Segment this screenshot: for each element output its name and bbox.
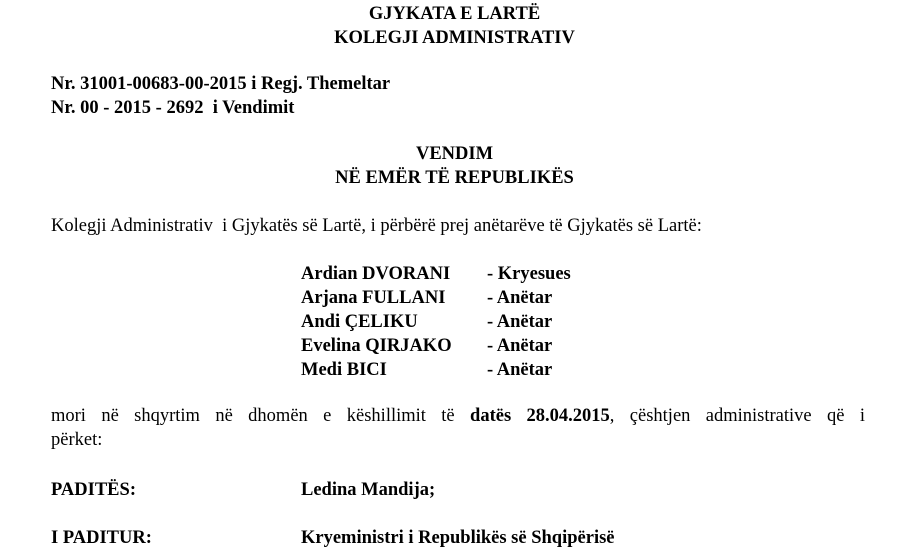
member-role: - Anëtar [487,360,553,380]
member-name: Ardian DVORANI [301,264,451,284]
decision-subheading: NË EMËR TË REPUBLIKËS [335,168,574,188]
decision-number: Nr. 00 - 2015 - 2692 i Vendimit [51,98,295,118]
court-name: GJYKATA E LARTË [368,4,541,24]
member-role: - Kryesues [487,264,571,284]
member-role: - Anëtar [487,336,553,356]
member-role: - Anëtar [487,288,553,308]
member-name: Arjana FULLANI [301,288,446,308]
review-paragraph [51,404,865,428]
review-continuation: përket: [51,430,103,450]
plaintiff-label: PADITËS: [51,480,136,500]
member-name: Medi BICI [301,360,387,380]
register-number: Nr. 31001-00683-00-2015 i Regj. Themeltar [51,74,391,94]
college-name: KOLEGJI ADMINISTRATIV [334,28,575,48]
member-role: - Anëtar [487,312,553,332]
defendant-label: I PADITUR: [51,528,152,548]
review-text-after: , çështjen administrative që i [609,406,865,426]
defendant-name: Kryeministri i Republikës së Shqipërisë [301,528,615,548]
decision-heading: VENDIM [415,144,494,164]
intro-paragraph: Kolegji Administrativ i Gjykatës së Lartë, i përbërë prej anëtarëve të Gjykatës së Lartë: [51,216,702,236]
member-name: Evelina QIRJAKO [301,336,452,356]
review-date: datës 28.04.2015 [470,406,610,426]
review-text-before: mori në shqyrtim në dhomën e këshillimit të [51,406,471,426]
member-name: Andi ÇELIKU [301,312,418,332]
plaintiff-name: Ledina Mandija; [301,480,436,500]
